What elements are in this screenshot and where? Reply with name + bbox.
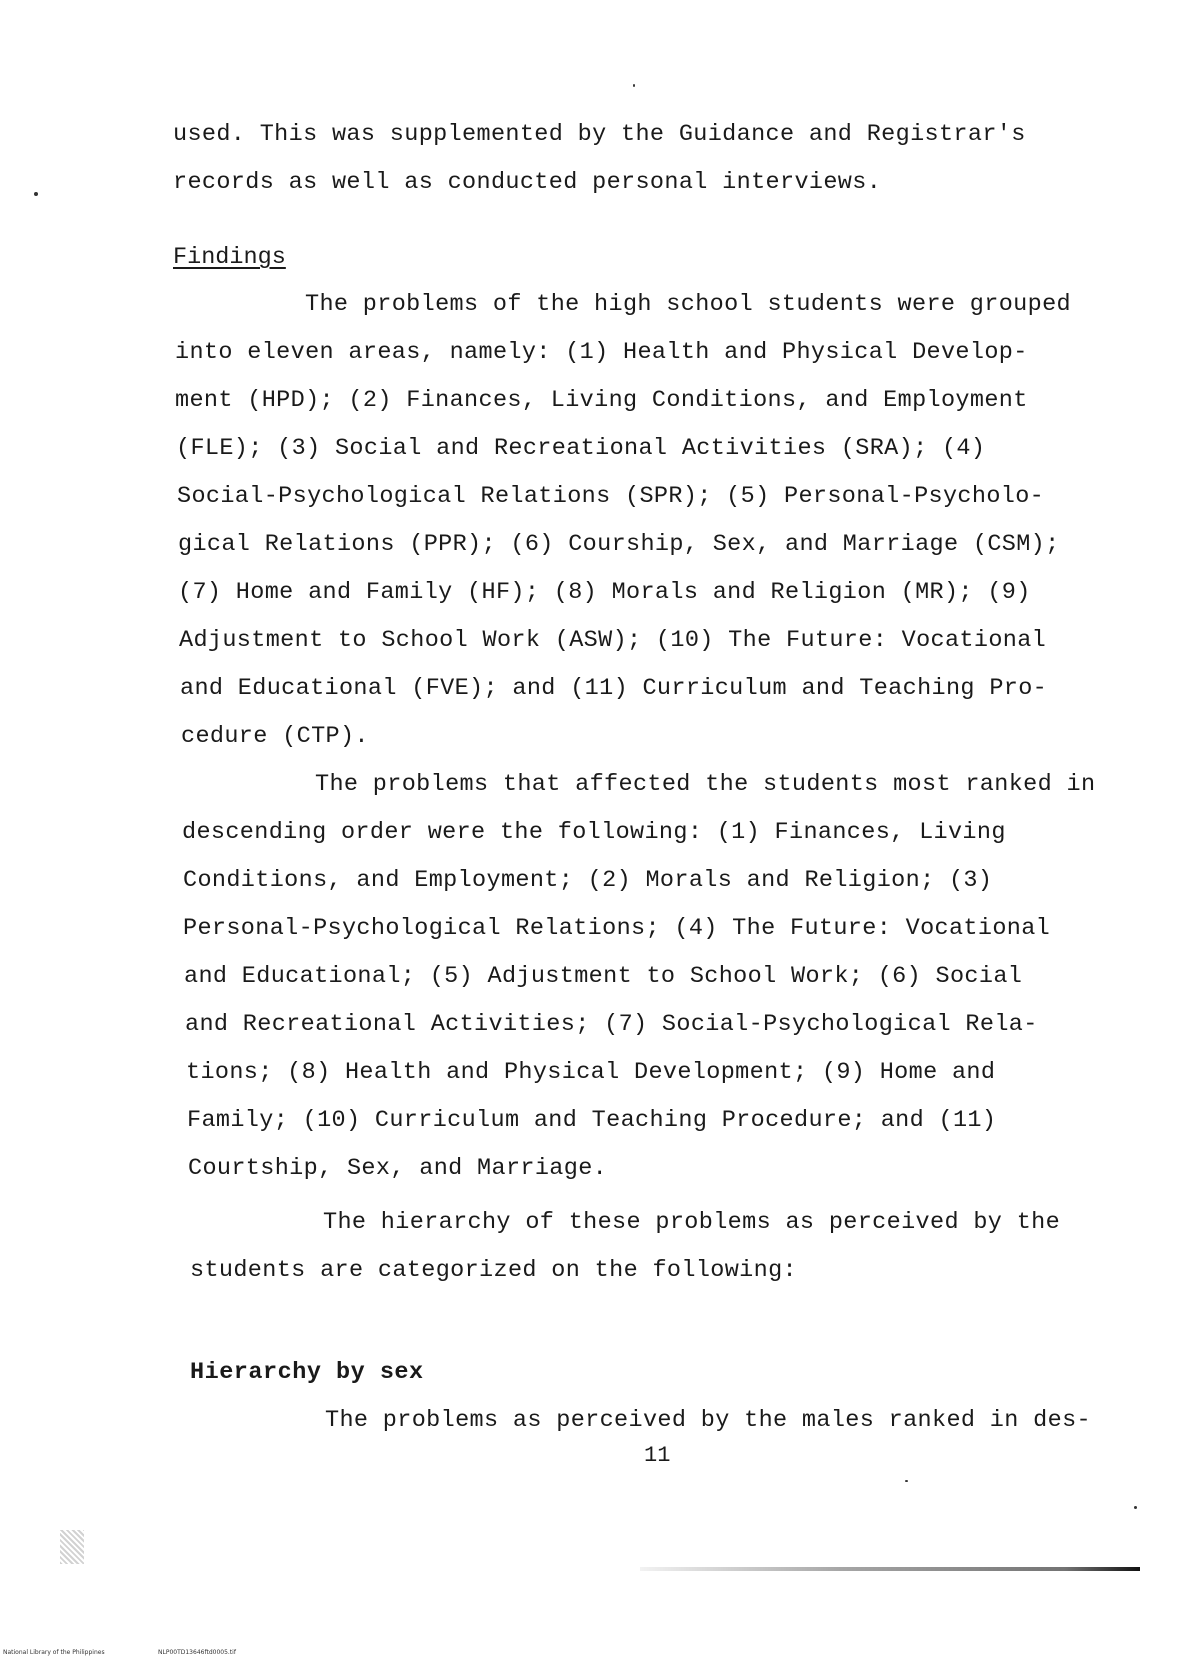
text-line: Family; (10) Curriculum and Teaching Procedure; and (11) (187, 1107, 997, 1134)
text-line: and Recreational Activities; (7) Social-Psychological Rela- (185, 1011, 1038, 1038)
text-line: gical Relations (PPR); (6) Courship, Sex, and Marriage (CSM); (178, 531, 1060, 558)
section-heading-hierarchy-by-sex: Hierarchy by sex (190, 1359, 424, 1386)
footer-library: National Library of the Philippines (3, 1649, 105, 1656)
section-heading-findings: Findings (173, 244, 286, 271)
text-line: Adjustment to School Work (ASW); (10) The Future: Vocational (179, 627, 1047, 654)
text-line: Personal-Psychological Relations; (4) The Future: Vocational (183, 915, 1051, 942)
text-line: ment (HPD); (2) Finances, Living Conditions, and Employment (175, 387, 1028, 414)
scan-smudge (60, 1530, 84, 1564)
text-line: into eleven areas, namely: (1) Health and Physical Develop- (175, 339, 1028, 366)
scan-speck (34, 192, 38, 196)
text-line: (7) Home and Family (HF); (8) Morals and Religion (MR); (9) (178, 579, 1031, 606)
text-line: Conditions, and Employment; (2) Morals and Religion; (3) (183, 867, 993, 894)
scan-speck (905, 1480, 908, 1482)
text-line: The problems of the high school students were grouped (305, 291, 1071, 318)
text-line: (FLE); (3) Social and Recreational Activities (SRA); (4) (176, 435, 986, 462)
text-line: descending order were the following: (1) Finances, Living (182, 819, 1006, 846)
text-line: records as well as conducted personal interviews. (173, 169, 882, 196)
text-line: The hierarchy of these problems as perceived by the (323, 1209, 1061, 1236)
text-line: The problems as perceived by the males ranked in des- (325, 1407, 1091, 1434)
text-line: tions; (8) Health and Physical Development; (9) Home and (186, 1059, 996, 1086)
text-line: cedure (CTP). (181, 723, 369, 750)
text-line: students are categorized on the following: (190, 1257, 797, 1284)
text-line: and Educational; (5) Adjustment to School Work; (6) Social (184, 963, 1023, 990)
page-number: 11 (644, 1443, 671, 1468)
scan-edge-line (640, 1567, 1140, 1571)
text-line: Social-Psychological Relations (SPR); (5) Personal-Psycholo- (177, 483, 1045, 510)
text-line: used. This was supplemented by the Guidance and Registrar's (173, 121, 1026, 148)
scan-speck (633, 84, 635, 87)
scan-speck (1134, 1506, 1137, 1509)
text-line: The problems that affected the students most ranked in (315, 771, 1096, 798)
text-line: and Educational (FVE); and (11) Curriculum and Teaching Pro- (180, 675, 1048, 702)
text-line: Courtship, Sex, and Marriage. (188, 1155, 608, 1182)
footer-filename: NLP00TD13646ftd0005.tif (158, 1649, 236, 1656)
